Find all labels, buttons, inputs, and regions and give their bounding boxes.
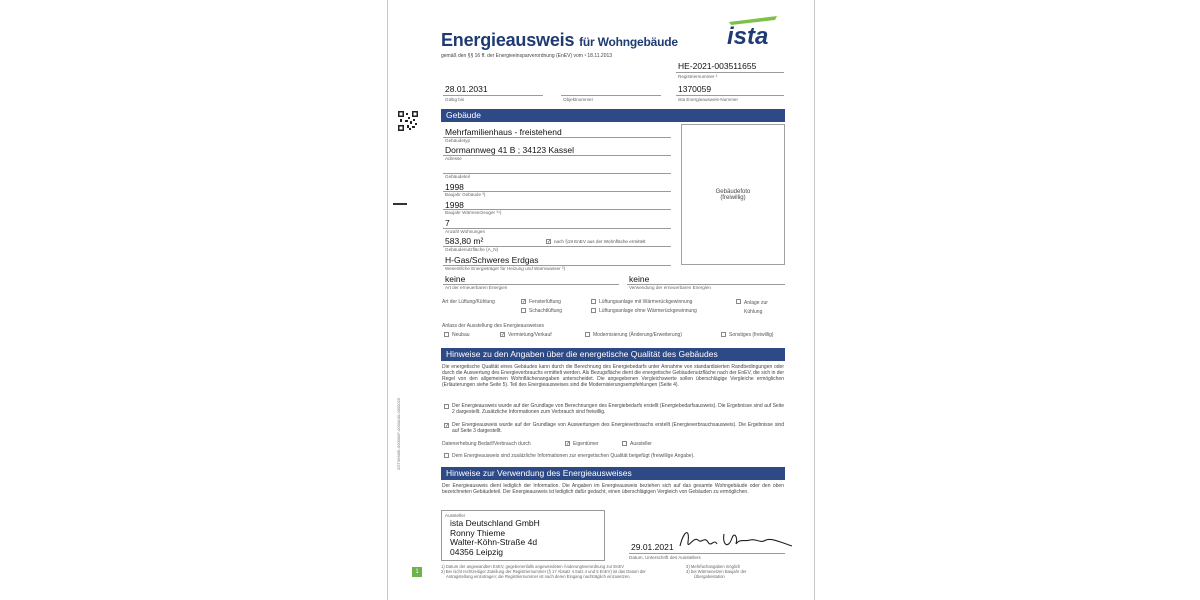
vent-with-recovery-checkbox[interactable] bbox=[591, 299, 596, 304]
area-check-label: nach §19 EnEV aus der Wohnfläche ermittelt bbox=[554, 239, 646, 244]
legal-line: gemäß den §§ 16 ff. der Energieeinsparverordnung (EnEV) vom ¹ 18.11.2013 bbox=[441, 53, 613, 59]
reason-other-checkbox[interactable] bbox=[721, 332, 726, 337]
hints-paragraph: Die energetische Qualität eines Gebäudes kann durch die Berechnung des Energiebedarfs unter Annahme von standardisierten Randbedingungen oder durch die Auswertung des Energieverbrauchs ermittelt werden. Als Bezugsfläche dient die energetische Gebäudenutzfläche nach der EnEV, die sich in der Regel von den allgemeinen Wohnflächenangaben unterscheidet. Die angegebenen Vergleichswerte sollen überschlägige Vergleiche ermöglichen (Erläuterungen siehe Seite 5). Teil des Energieausweises sind die Modernisierungsempfehlungen (Seite 4). bbox=[442, 364, 784, 388]
valid-until-value: 28.01.2031 bbox=[445, 84, 488, 94]
object-number-caption: Objektnummer bbox=[563, 97, 594, 102]
reason-rent: Vermietung/Verkauf bbox=[508, 332, 552, 338]
owner-label: Eigentümer bbox=[573, 441, 599, 447]
issuer-caption: Aussteller bbox=[445, 513, 466, 518]
title-main: Energieausweis bbox=[441, 30, 575, 50]
fold-mark bbox=[393, 203, 407, 205]
address-caption: Adresse bbox=[445, 156, 462, 161]
energy-carrier-value: H-Gas/Schweres Erdgas bbox=[445, 255, 539, 265]
ventilation-caption: Art der Lüftung/Kühlung bbox=[442, 299, 495, 305]
footnotes-left bbox=[441, 564, 646, 579]
reason-rent-checkbox[interactable]: ✓ bbox=[501, 332, 506, 338]
issue-date-caption: Datum, Unterschrift des Ausstellers bbox=[629, 555, 701, 560]
building-year-value: 1998 bbox=[445, 182, 464, 192]
heater-year-value: 1998 bbox=[445, 200, 464, 210]
usage-paragraph: Der Energieausweis dient lediglich der Information. Die Angaben im Energieausweis beziehen sich auf das gesamte Wohngebäude oder den oben bezeichneten Gebäudeteil. Der Energieausweis ist lediglich dafür gedacht, einen überschlägigen Vergleich von Gebäuden zu ermöglichen. bbox=[442, 483, 784, 495]
logo-text: ista bbox=[727, 23, 769, 48]
demand-checkbox[interactable] bbox=[444, 404, 449, 409]
footnote-4: 4) bei Wärmenetzen Baujahr der bbox=[686, 569, 747, 574]
option-demand-text: Der Energieausweis wurde auf der Grundlage von Berechnungen des Energiebedarfs erstellt (Energiebedarfsausweis). Die Ergebnisse sind auf Seite 2 dargestellt. Zusätzliche Informationen zum Verbrauch sind freiwillig. bbox=[452, 403, 784, 415]
issuer-company: ista Deutschland GmbH bbox=[450, 518, 540, 528]
section-building-title: Gebäude bbox=[441, 109, 785, 122]
reason-caption: Anlass der Ausstellung des Energieausweises bbox=[442, 323, 545, 329]
footnote-4b: Übergabestation bbox=[694, 574, 725, 579]
building-part-caption: Gebäudeteil bbox=[445, 174, 470, 179]
building-type-caption: Gebäudetyp bbox=[445, 138, 471, 143]
qr-code-icon bbox=[398, 111, 418, 131]
ista-number-value: 1370059 bbox=[678, 84, 712, 94]
vent-shaft-checkbox[interactable] bbox=[521, 308, 526, 313]
vent-option-with-recovery: Lüftungsanlage mit Wärmerückgewinnung bbox=[599, 299, 693, 305]
renewable-kind-value: keine bbox=[445, 274, 466, 284]
area-caption: Gebäudenutzfläche (A_N) bbox=[445, 247, 499, 252]
building-photo-label: Gebäudefoto (freiwillig) bbox=[715, 188, 751, 201]
reason-new-checkbox[interactable] bbox=[444, 332, 449, 337]
energy-carrier-caption: Wesentliche Energieträger für Heizung und Warmwasser ³) bbox=[445, 266, 565, 271]
issuer-option-label: Aussteller bbox=[630, 441, 652, 447]
building-photo-placeholder bbox=[681, 124, 785, 265]
units-caption: Anzahl Wohnungen bbox=[445, 229, 486, 234]
page-title bbox=[441, 30, 678, 51]
ista-number-caption: ista Energieausweis-Nummer bbox=[678, 97, 738, 102]
registration-caption: Registriernummer ² bbox=[678, 74, 718, 79]
area-checkbox[interactable]: ✓ bbox=[547, 239, 552, 245]
issuer-person: Ronny Thieme bbox=[450, 527, 506, 538]
issuer-street: Walter-Köhn-Straße 4d bbox=[450, 537, 538, 547]
signature bbox=[676, 524, 796, 556]
vent-without-recovery-checkbox[interactable] bbox=[591, 308, 596, 313]
section-usage-title: Hinweise zur Verwendung des Energieausweises bbox=[441, 467, 785, 480]
building-year-caption: Baujahr Gebäude ³) bbox=[445, 192, 486, 197]
address-value: Dormannweg 41 B ; 34123 Kassel bbox=[445, 145, 574, 155]
units-value: 7 bbox=[445, 218, 450, 228]
reason-other: Sonstiges (freiwillig) bbox=[729, 332, 774, 338]
renewable-use-caption: Verwendung der erneuerbaren Energien bbox=[629, 285, 711, 290]
title-sub: für Wohngebäude bbox=[579, 35, 678, 49]
ista-logo bbox=[723, 14, 785, 48]
issuer-checkbox[interactable] bbox=[622, 441, 627, 446]
renewable-kind-caption: Art der erneuerbaren Energien bbox=[445, 285, 508, 290]
renewable-use-value: keine bbox=[629, 274, 650, 284]
vent-option-window: Fensterlüftung bbox=[529, 299, 561, 305]
issuer-address bbox=[450, 519, 540, 557]
footnotes-right bbox=[686, 564, 747, 579]
building-type-value: Mehrfamilienhaus - freistehend bbox=[445, 127, 562, 137]
consumption-checkbox[interactable]: ✓ bbox=[445, 423, 450, 429]
cooling-checkbox[interactable] bbox=[736, 299, 741, 304]
vent-option-without-recovery: Lüftungsanlage ohne Wärmerückgewinnung bbox=[599, 308, 697, 314]
registration-number: HE-2021-003511655 bbox=[678, 61, 757, 71]
page-number: 1 bbox=[412, 567, 422, 577]
vent-option-shaft: Schachtlüftung bbox=[529, 308, 563, 314]
extra-info-checkbox[interactable] bbox=[444, 453, 449, 458]
footnote-2b: Antragstellung einzutragen; die Registriernummer ist nach deren Eingang nachträglich einzusetzen. bbox=[446, 574, 631, 579]
footnote-1: 1) Datum der angewandten EnEV, gegebenenfalls angewendeten Änderungsverordnung zur EnEV bbox=[441, 564, 625, 569]
owner-checkbox[interactable]: ✓ bbox=[566, 441, 571, 447]
side-code: ZGT06M0E-000000F-0000A00-0000025 bbox=[396, 397, 401, 470]
vent-window-checkbox[interactable]: ✓ bbox=[522, 299, 527, 305]
area-value: 583,80 m² bbox=[445, 236, 484, 246]
option-consumption-text: Der Energieausweis wurde auf der Grundlage von Auswertungen des Energieverbrauchs erstellt (Energieverbrauchsausweis). Die Ergebnisse sind auf Seite 3 dargestellt. bbox=[452, 422, 784, 434]
reason-new: Neubau bbox=[452, 332, 470, 338]
certificate-page bbox=[387, 0, 815, 600]
issue-date: 29.01.2021 bbox=[631, 542, 674, 552]
issuer-box bbox=[441, 510, 605, 561]
valid-until-caption: Gültig bis bbox=[445, 97, 465, 102]
section-hints-title: Hinweise zu den Angaben über die energetische Qualität des Gebäudes bbox=[441, 348, 785, 361]
reason-modern-checkbox[interactable] bbox=[585, 332, 590, 337]
issuer-city: 04356 Leipzig bbox=[450, 546, 503, 557]
footnote-2: 2) Bei nicht rechtzeitiger Zuteilung der Registriernummer (§ 17 Absatz 4 Satz 4 und 5 EnEV) ist das Datum der bbox=[441, 569, 646, 574]
data-collection-caption: Datenerhebung Bedarf/Verbrauch durch bbox=[442, 441, 531, 447]
reason-modern: Modernisierung (Änderung/Erweiterung) bbox=[593, 332, 682, 338]
vent-option-cooling: Anlage zur Kühlung bbox=[744, 300, 768, 315]
heater-year-caption: Baujahr Wärmeerzeuger ³⁴) bbox=[445, 210, 502, 215]
extra-info-text: Dem Energieausweis sind zusätzliche Informationen zur energetischen Qualität beigefügt (freiwillige Angabe). bbox=[452, 453, 695, 459]
footnote-3: 3) Mehrfachangaben möglich bbox=[686, 564, 741, 569]
